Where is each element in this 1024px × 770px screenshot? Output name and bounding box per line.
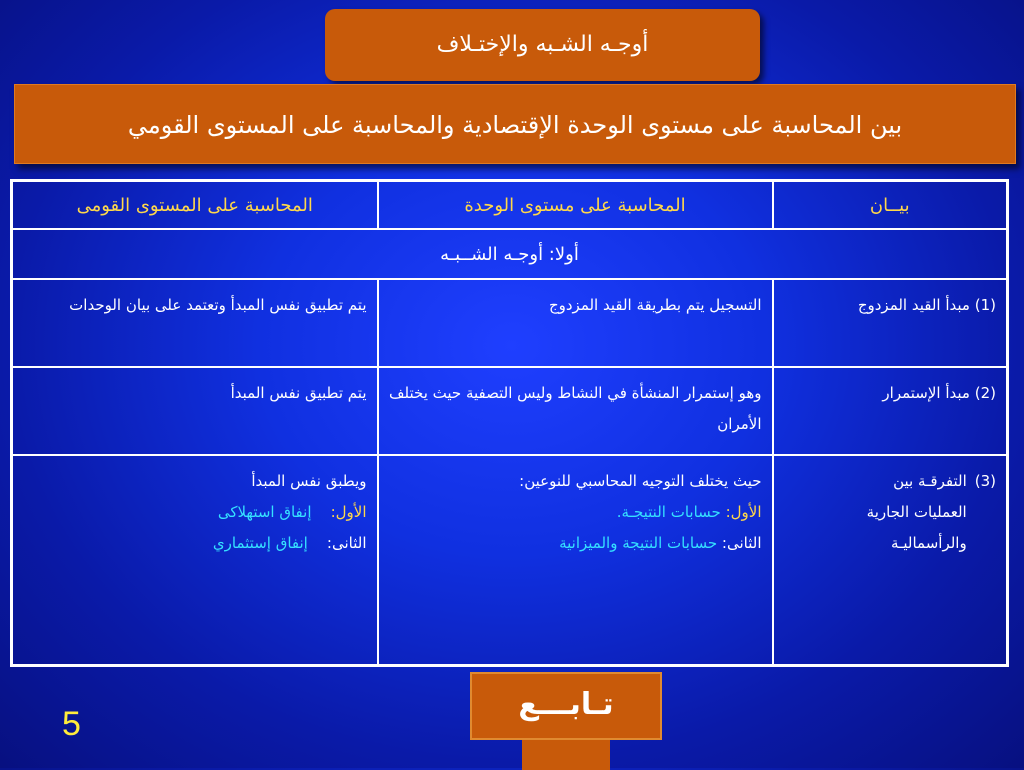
row-unit-cell xyxy=(378,455,773,666)
second-key: الثانى: xyxy=(326,534,367,552)
table-row xyxy=(12,279,1008,367)
row-label xyxy=(773,455,1008,666)
row-unit-cell: وهو إستمرار المنشأة في النشاط وليس التصفية حيث يختلف الأمران xyxy=(378,367,773,455)
second-value: إنفاق إستثماري xyxy=(212,534,308,552)
header-statement: بيــان xyxy=(773,181,1008,230)
first-value: إنفاق استهلاكى xyxy=(217,503,312,521)
page-number: 5 xyxy=(62,705,81,743)
row-national-cell: يتم تطبيق نفس المبدأ xyxy=(12,367,378,455)
first-value: حسابات النتيجـة. xyxy=(616,503,721,521)
first-key: الأول: xyxy=(330,503,367,521)
label-line: والرأسماليـة xyxy=(890,534,967,552)
unit-intro: حيث يختلف التوجيه المحاسبي للنوعين: xyxy=(519,472,762,490)
table-row xyxy=(12,455,1008,666)
first-key: الأول: xyxy=(725,503,762,521)
second-value: حسابات النتيجة والميزانية xyxy=(559,534,718,552)
row-label: (1) مبدأ القيد المزدوج xyxy=(773,279,1008,367)
table-header-row xyxy=(12,181,1008,230)
section-row xyxy=(12,229,1008,279)
slide-subtitle: بين المحاسبة على مستوى الوحدة الإقتصادية والمحاسبة على المستوى القومي xyxy=(14,84,1016,164)
row-label: (2) مبدأ الإستمرار xyxy=(773,367,1008,455)
table-row xyxy=(12,367,1008,455)
second-key: الثانى: xyxy=(721,534,762,552)
label-line: العمليات الجارية xyxy=(866,503,967,521)
row-number: (3) xyxy=(974,472,996,490)
slide-title: أوجـه الشـبه والإختـلاف xyxy=(325,9,760,81)
national-intro: ويطبق نفس المبدأ xyxy=(251,472,367,490)
next-button-label[interactable]: تـابـــع xyxy=(470,672,662,740)
section-title: أولا: أوجـه الشــبـه xyxy=(12,229,1008,279)
comparison-table xyxy=(10,179,1009,667)
row-national-cell xyxy=(12,455,378,666)
next-button-stem xyxy=(522,740,610,770)
label-line: التفرقـة بين xyxy=(893,472,967,490)
row-national-cell: يتم تطبيق نفس المبدأ وتعتمد على بيان الوحدات xyxy=(12,279,378,367)
header-national-level: المحاسبة على المستوى القومى xyxy=(12,181,378,230)
header-unit-level: المحاسبة على مستوى الوحدة xyxy=(378,181,773,230)
next-button[interactable] xyxy=(470,672,662,768)
row-unit-cell: التسجيل يتم بطريقة القيد المزدوج xyxy=(378,279,773,367)
